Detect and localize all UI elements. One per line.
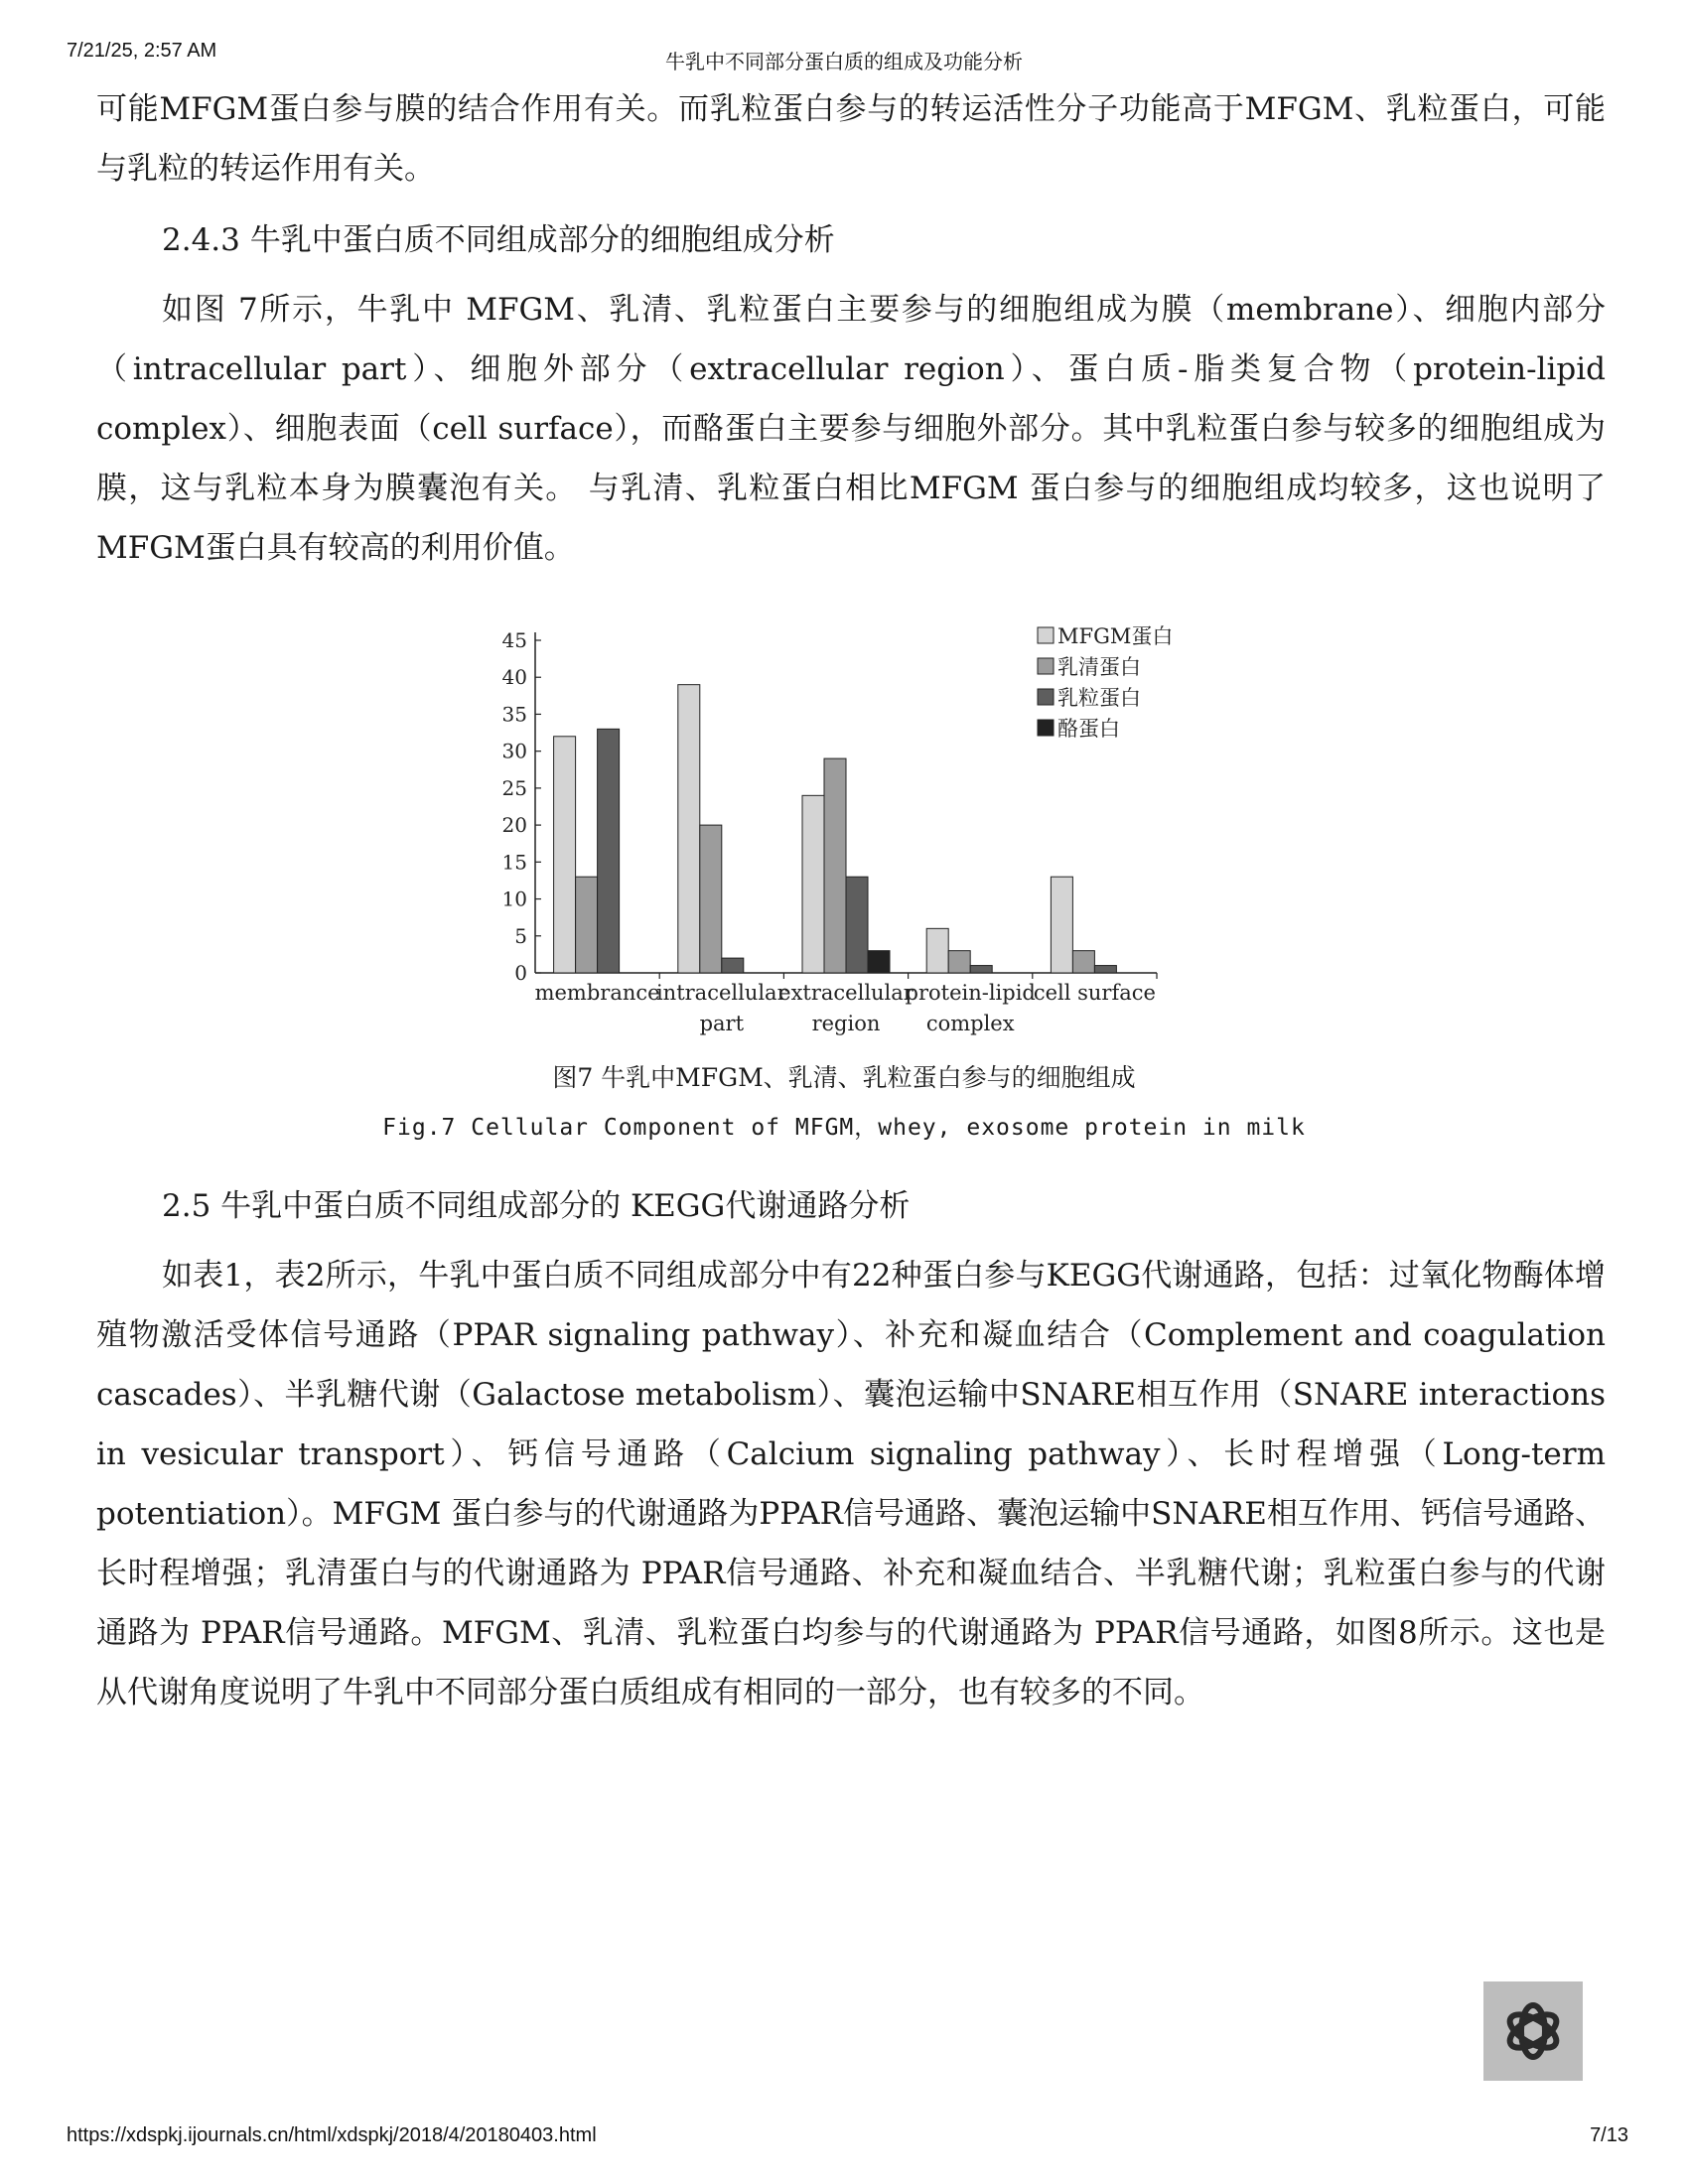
y-tick-label: 25 [501,775,527,800]
x-tick-label: membrance [534,981,660,1005]
bar [1094,966,1116,973]
x-tick-label: extracellular [778,981,914,1005]
bar [554,737,576,973]
figure-caption-cn: 图7 牛乳中MFGM、乳清、乳粒蛋白参与的细胞组成 [552,1063,1136,1092]
bar [678,685,700,973]
legend-label: 乳清蛋白 [1057,655,1141,679]
y-tick-label: 0 [514,961,527,985]
x-tick-label: complex [925,1012,1015,1035]
print-url: https://xdspkj.ijournals.cn/html/xdspkj/2018/4/20180403.html [67,2124,597,2146]
bar [576,877,598,973]
print-page-title: 牛乳中不同部分蛋白质的组成及功能分析 [665,52,1023,73]
cellular-component-bar-chart [493,615,1189,1042]
bar [1072,951,1094,973]
legend-label: MFGM蛋白 [1057,624,1174,648]
bar [868,951,890,973]
x-tick-label: intracellular [655,981,787,1005]
bar [926,928,948,973]
print-datetime: 7/21/25, 2:57 AM [67,40,217,62]
y-tick-label: 20 [501,813,527,838]
paragraph-2-5: 如表1，表2所示，牛乳中蛋白质不同组成部分中有22种蛋白参与KEGG代谢通路，包括：过氧化物酶体增殖物激活受体信号通路（PPAR signaling pathway）、补充和凝血结合（Complement and coagulation cascades）、半乳糖代谢（Galactose metabolism）、囊泡运输中SNARE相互作用（SNARE interactions in vesicular transport）、钙信号通路（Calcium signaling pathway）、长时程增强（Long-term potentiation）。MFGM 蛋白参与的代谢通路为PPAR信号通路、囊泡运输中SNARE相互作用、钙信号通路、长时程增强；乳清蛋白与的代谢通路为 PPAR信号通路、补充和凝血结合、半乳糖代谢；乳粒蛋白参与的代谢通路为 PPAR信号通路。MFGM、乳清、乳粒蛋白均参与的代谢通路为 PPAR信号通路，如图8所示。这也是从代谢角度说明了牛乳中不同部分蛋白质组成有相同的一部分，也有较多的不同。 [96,1258,1606,1710]
bar [722,958,744,973]
y-tick-label: 30 [501,739,527,763]
heading-2-4-3: 2.4.3 牛乳中蛋白质不同组成部分的细胞组成分析 [162,222,835,258]
legend-label: 酪蛋白 [1057,717,1120,741]
bar [948,951,970,973]
y-tick-label: 35 [501,702,527,727]
bar [700,825,722,973]
legend-swatch [1038,627,1054,643]
legend-swatch [1038,720,1054,736]
paragraph-2-4-3: 如图 7所示，牛乳中 MFGM、乳清、乳粒蛋白主要参与的细胞组成为膜（membrane）、细胞内部分（intracellular part）、细胞外部分（extracellular region）、蛋白质-脂类复合物（protein-lipid complex）、细胞表面（cell surface），而酪蛋白主要参与细胞外部分。其中乳粒蛋白参与较多的细胞组成为膜，这与乳粒本身为膜囊泡有关。 与乳清、乳粒蛋白相比MFGM 蛋白参与的细胞组成均较多，这也说明了MFGM蛋白具有较高的利用价值。 [96,292,1606,566]
legend-swatch [1038,689,1054,705]
y-tick-label: 15 [501,850,527,875]
assistant-badge[interactable] [1483,1981,1583,2081]
print-page-number: 7/13 [1590,2124,1628,2146]
x-tick-label: region [811,1012,881,1035]
paragraph-intro: 可能MFGM蛋白参与膜的结合作用有关。而乳粒蛋白参与的转运活性分子功能高于MFGM、乳粒蛋白，可能与乳粒的转运作用有关。 [96,91,1606,187]
y-tick-label: 45 [501,628,527,652]
section-2-5 [96,1176,1606,1722]
heading-2-5: 2.5 牛乳中蛋白质不同组成部分的 KEGG代谢通路分析 [162,1188,911,1224]
legend-swatch [1038,658,1054,674]
x-tick-label: part [699,1012,745,1035]
figure-caption-en: Fig.7 Cellular Component of MFGM，whey, exosome protein in milk [382,1115,1306,1141]
legend-label: 乳粒蛋白 [1057,686,1141,710]
y-tick-label: 5 [514,923,527,948]
y-tick-label: 10 [501,887,527,911]
bar [1051,877,1072,973]
section-2-4-3 [96,79,1606,578]
bar [824,758,846,973]
openai-logo-icon [1483,1981,1583,2081]
x-tick-label: cell surface [1033,981,1156,1005]
bar [598,729,620,973]
bar [970,966,992,973]
x-tick-label: protein-lipid [905,981,1036,1005]
y-tick-label: 40 [501,665,527,690]
bar [802,795,824,973]
bar [846,877,868,973]
